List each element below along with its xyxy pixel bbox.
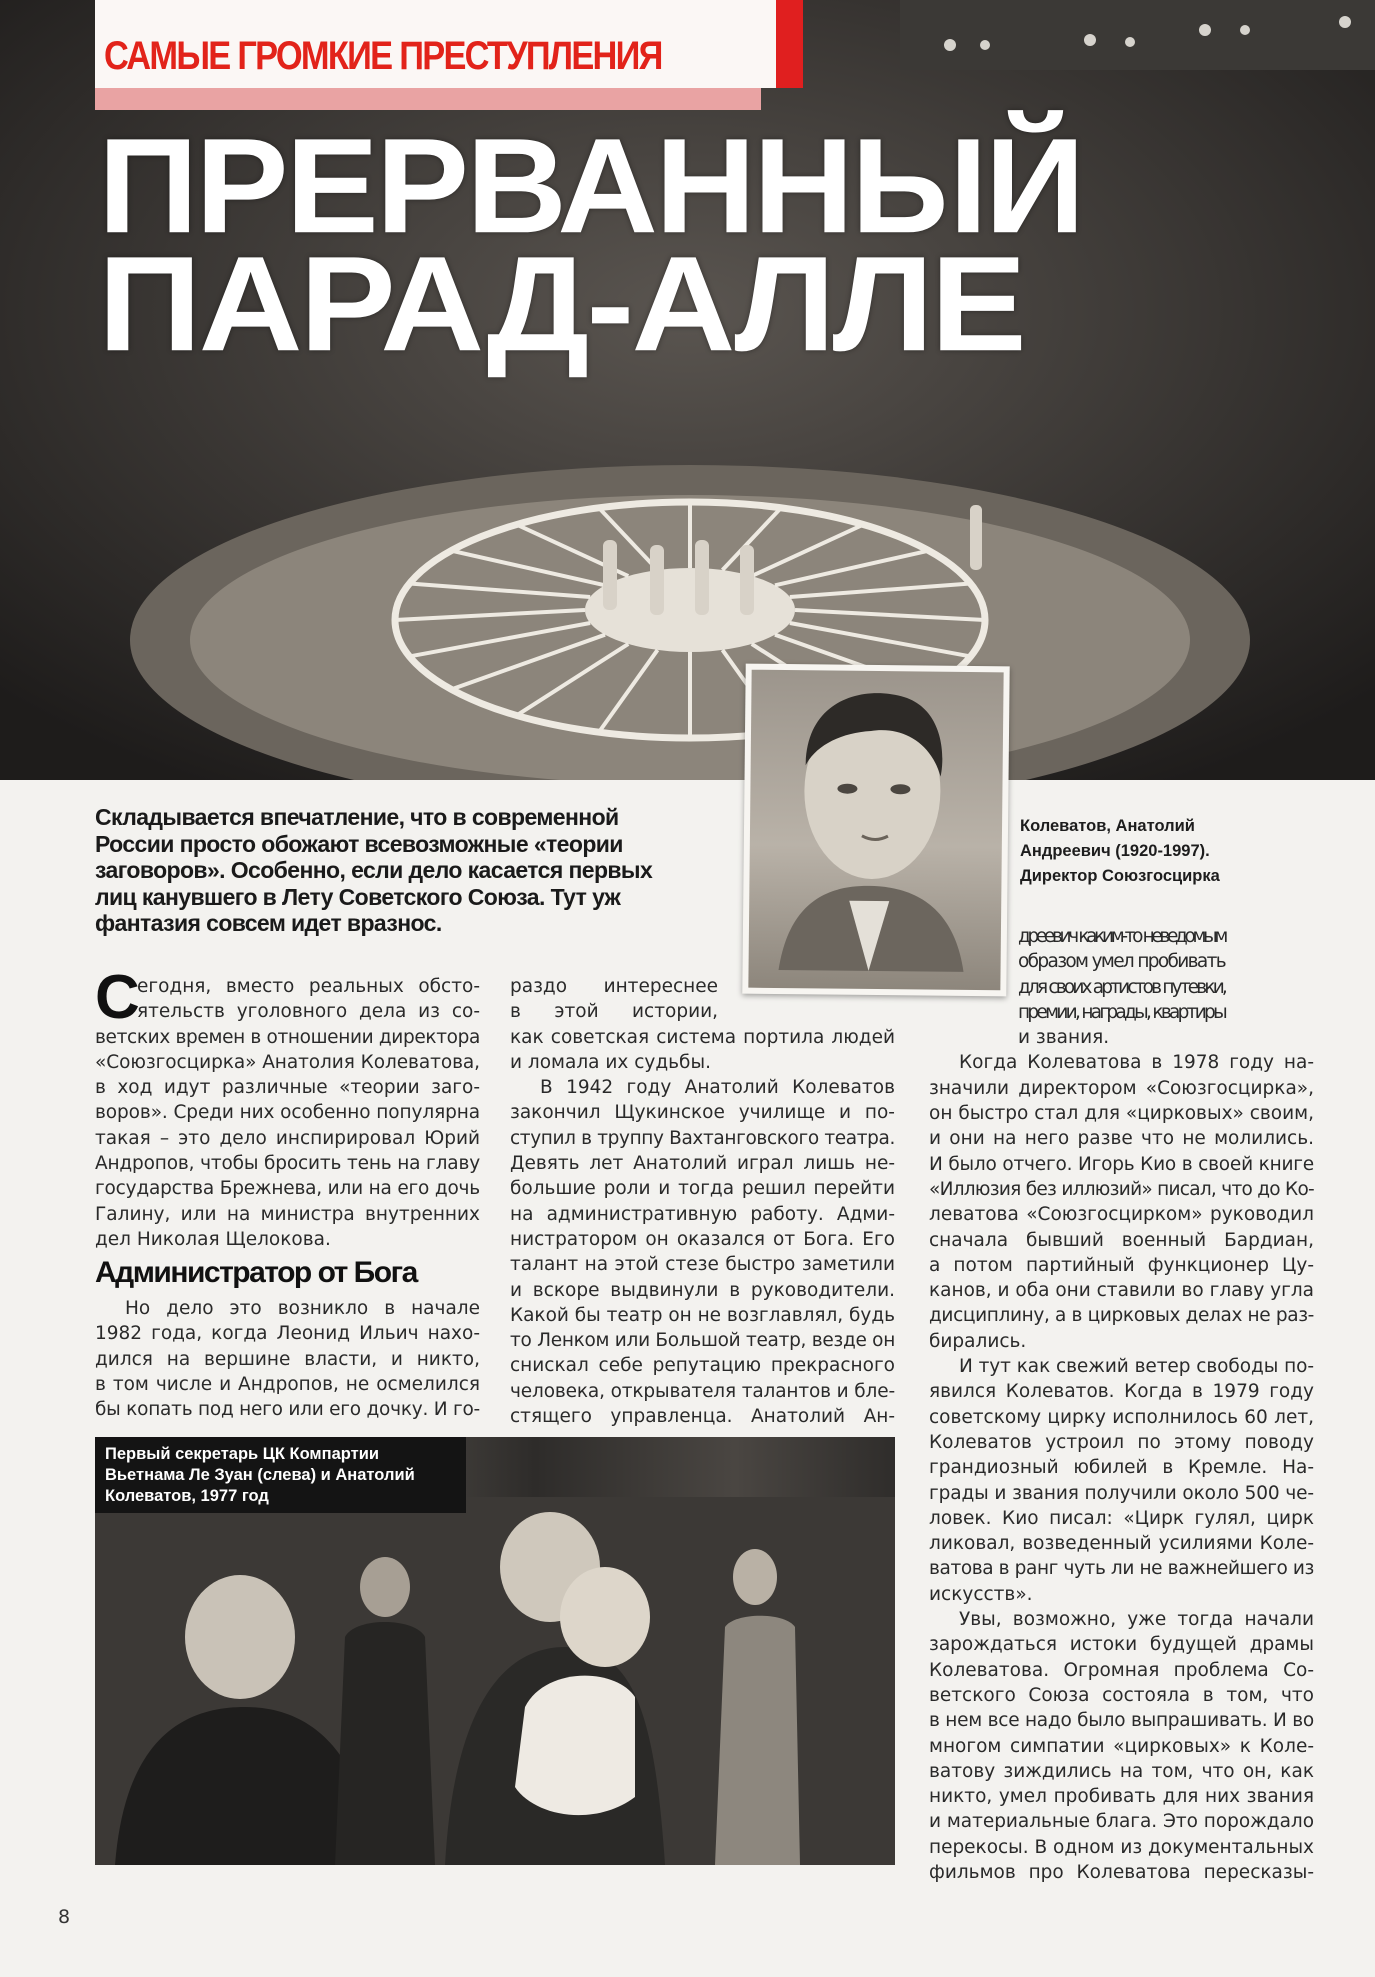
text-line: в этой истории, (510, 1001, 718, 1023)
text-line: ликовал, возведенный усилиями Коле- (929, 1533, 1314, 1555)
text-line: бирались. (929, 1330, 1027, 1352)
text-line: Какой бы театр он не возглавлял, будь (510, 1304, 895, 1326)
text-line: нистратором он оказался от Бога. Его (510, 1228, 895, 1250)
text-line: и они на него разве что не молились. (929, 1128, 1314, 1150)
text-line: «Союзгосцирка» Анатолия Колеватова, (95, 1051, 480, 1073)
lead-line: лиц канувшего в Лету Советского Союза. Тут уж (95, 883, 621, 910)
text-line: для своих артистов путевки, (1018, 976, 1225, 998)
text-line: и вскоре выдвинули в руководители. (510, 1279, 895, 1301)
text-line: дел Николая Щелокова. (95, 1228, 331, 1250)
text-line: премии, награды, квартиры (1018, 1001, 1225, 1023)
text-line: образом умел пробивать (1018, 951, 1225, 973)
text-line: леватова «Союзгосцирком» руководил (929, 1204, 1314, 1226)
text-line: советскому цирку исполнилось 60 лет, (929, 1406, 1314, 1428)
lead-line: фантазия совсем идет вразнос. (95, 910, 442, 936)
text-line: многом симпатии «цирковых» к Коле- (929, 1735, 1314, 1757)
drop-cap: С (95, 963, 140, 1032)
text-line: стящего управленца. Анатолий Ан- (510, 1406, 895, 1428)
text-line: талант на этой стезе быстро заметили (510, 1254, 895, 1276)
text-line: и ломала их судьбы. (510, 1051, 711, 1073)
text-line: в нем все надо было выпрашивать. И во (929, 1710, 1314, 1732)
lead-line: России просто обожают всевозможные «теории (95, 830, 623, 857)
text-line: И тут как свежий ветер свободы по- (959, 1356, 1314, 1378)
text-line: Колеватов устроил по этому поводу (929, 1431, 1314, 1453)
text-line: и материальные блага. Это порождало (929, 1811, 1314, 1833)
text-line: бы копать под него или его дочку. И го- (95, 1399, 480, 1421)
text-line: человека, открывателя талантов и бле- (510, 1380, 895, 1402)
text-line: закончил Щукинское училище и по- (510, 1102, 895, 1124)
text-line: снискал себе репутацию прекрасного (510, 1355, 895, 1377)
text-line: Увы, возможно, уже тогда начали (959, 1609, 1314, 1631)
text-line: сначала бывший военный Бардиан, (929, 1229, 1314, 1251)
text-line: ступил в труппу Вахтанговского театра. (510, 1127, 895, 1149)
text-line: Колеватова. Огромная проблема Со- (929, 1659, 1314, 1681)
portrait-caption-line: Колеватов, Анатолий (1020, 817, 1195, 835)
text-line: «Иллюзия без иллюзий» писал, что до Ко- (929, 1178, 1314, 1200)
text-line: как советская система портила людей (510, 1026, 895, 1048)
article-column-3 (929, 924, 1314, 1885)
text-line: в ход идут различные «теории заго- (95, 1077, 480, 1099)
text-line: Андропов, чтобы бросить тень на главу (95, 1153, 480, 1175)
text-line: такая – это дело инспирировал Юрий (95, 1127, 480, 1149)
text-line: Когда Колеватова в 1978 году на- (959, 1052, 1314, 1074)
text-line: дреевич каким-то неведомым (1018, 926, 1225, 947)
portrait-caption-line: Директор Союзгосцирка (1020, 867, 1220, 885)
text-line: ватову зиждились на том, что он, как (929, 1760, 1314, 1782)
text-line: значили директором «Союзгосцирка», (929, 1077, 1314, 1099)
text-line: Но дело это возникло в начале (125, 1298, 480, 1319)
text-line: большие роли и тогда решил перейти (510, 1178, 895, 1200)
text-line: перекосы. В одном из документальных (929, 1836, 1314, 1858)
text-line: воров». Среди них особенно популярна (95, 1102, 480, 1124)
text-line: ловек. Кио писал: «Цирк гулял, цирк (929, 1507, 1314, 1529)
lead-paragraph (95, 804, 735, 937)
text-line: то Ленком или Большой театр, везде он (510, 1330, 895, 1352)
text-line: Галину, или на министра внутренних (95, 1203, 480, 1225)
text-line: ветских времен в отношении директора (95, 1026, 480, 1048)
rubric-red-strip (776, 0, 803, 88)
text-line: В 1942 году Анатолий Колеватов (540, 1077, 895, 1099)
lead-line: Складывается впечатление, что в современной (95, 804, 619, 830)
text-line: явился Колеватов. Когда в 1979 году (929, 1381, 1314, 1403)
section-heading: Администратор от Бога (95, 1256, 417, 1289)
text-line: искусств». (929, 1583, 1033, 1605)
text-line: на административную работу. Адми- (510, 1203, 895, 1225)
article-column-1 (95, 963, 480, 1252)
lead-line: заговоров». Особенно, если дело касается первых (95, 857, 653, 883)
photo-caption-line: Вьетнама Ле Зуан (слева) и Анатолий (105, 1466, 415, 1484)
text-line: Девять лет Анатолий играл лишь не- (510, 1153, 895, 1175)
headline-line-1: ПРЕРВАННЫЙ (98, 109, 1083, 262)
text-line: а потом партийный функционер Цу- (929, 1254, 1314, 1276)
text-line: раздо интереснее (510, 976, 718, 997)
article-column-2 (510, 974, 895, 1429)
text-line: дисциплину, а в цирковых делах не раз- (929, 1305, 1314, 1327)
portrait-caption-line: Андреевич (1920-1997). (1020, 842, 1210, 860)
rubric-underline (95, 88, 761, 110)
text-line: ветского Союза состояла в том, что (929, 1684, 1314, 1706)
text-line: ятельств уголовного дела из со- (137, 1001, 480, 1023)
text-line: грады и звания получили около 500 че- (929, 1482, 1314, 1504)
headline-line-2: ПАРАД-АЛЛЕ (98, 227, 1024, 380)
text-line: фильмов про Колеватова пересказы- (929, 1861, 1314, 1883)
text-line: егодня, вместо реальных обсто- (137, 976, 480, 997)
text-line: и звания. (1018, 1027, 1110, 1049)
text-line: он быстро стал для «цирковых» своим, (929, 1103, 1314, 1125)
text-line: И было отчего. Игорь Кио в своей книге (929, 1153, 1314, 1175)
text-line: в том числе и Андропов, не осмелился (95, 1373, 480, 1395)
text-line: 1982 года, когда Леонид Ильич нахо- (95, 1323, 480, 1345)
text-line: канов, и оба они ставили во главу угла (929, 1280, 1314, 1302)
portrait-caption (1020, 814, 1280, 889)
text-line: дился на вершине власти, и никто, (95, 1348, 480, 1370)
photo-caption (95, 1437, 466, 1513)
text-line: зарождаться истоки будущей драмы (929, 1634, 1314, 1656)
article-column-1-continued (95, 1296, 480, 1422)
circus-arena-photo (0, 0, 1375, 780)
rubric-label: САМЫЕ ГРОМКИЕ ПРЕСТУПЛЕНИЯ (104, 34, 662, 78)
text-line: никто, умел пробивать для них звания (929, 1786, 1314, 1808)
text-line: государства Брежнева, или на его дочь (95, 1178, 480, 1200)
text-line: грандиозный юбилей в Кремле. На- (929, 1457, 1314, 1479)
photo-caption-line: Первый секретарь ЦК Компартии (105, 1445, 380, 1463)
page-number: 8 (58, 1906, 71, 1928)
photo-caption-line: Колеватов, 1977 год (105, 1487, 269, 1505)
text-line: ватова в ранг чуть ли не важнейшего из (929, 1558, 1314, 1580)
